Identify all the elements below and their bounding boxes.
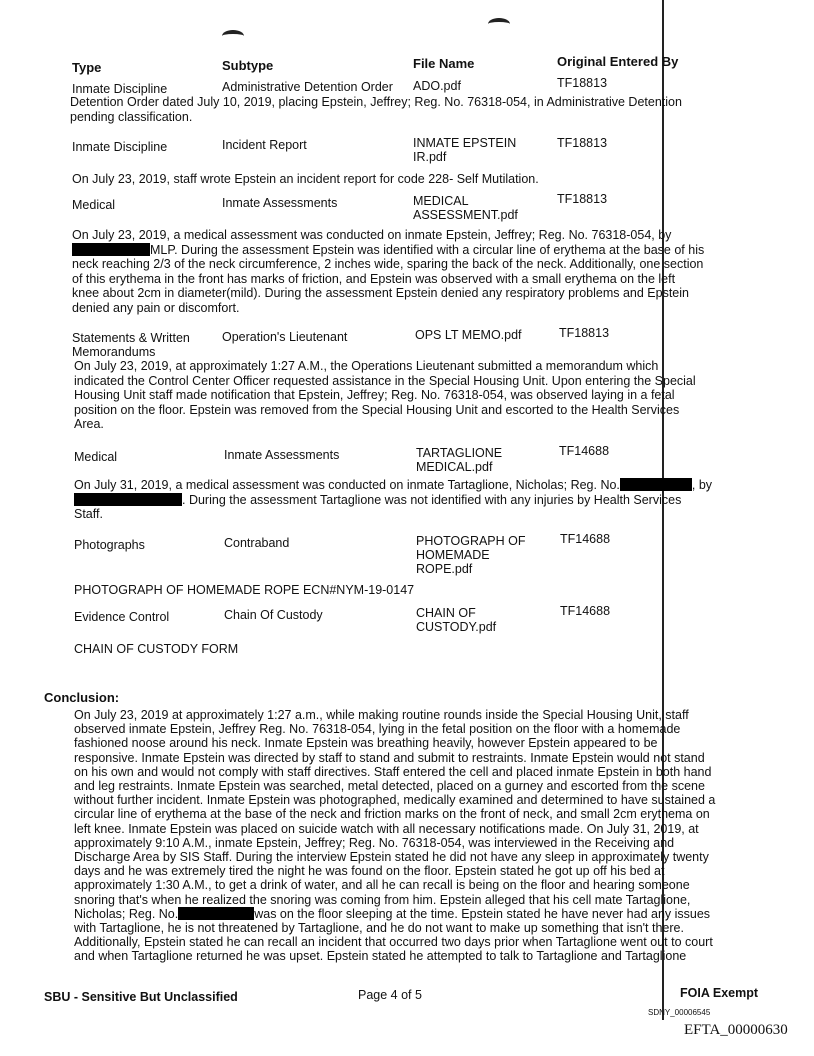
conclusion-line: without further incident. Inmate Epstein was photographed, medically examined and determined to have sustained a	[74, 793, 716, 808]
desc-line: PHOTOGRAPH OF HOMEMADE ROPE ECN#NYM-19-0147	[74, 583, 415, 597]
conclusion-line: circular line of erythema at the base of the neck and friction marks on the front of neck, and small 2cm erythema on	[74, 807, 710, 822]
desc-line: On July 23, 2019, a medical assessment was conducted on inmate Epstein, Jeffrey; Reg. No. 76318-054, by	[72, 228, 672, 242]
conclusion-line-text: was on the floor sleeping at the time. Epstein stated he have never had any issues	[254, 906, 711, 921]
conclusion-line: approximately 9:10 A.M., inmate Epstein, Jeffrey; Reg. No. 76318-054, was interviewed in the Receiving and	[74, 835, 675, 850]
desc-line-text: On July 31, 2019, a medical assessment was conducted on inmate Tartaglione, Nicholas; Reg. No.	[74, 478, 620, 492]
desc-line: Detention Order dated July 10, 2019, placing Epstein, Jeffrey; Reg. No. 76318-054, in Administrative Detention	[70, 95, 682, 109]
record-file: INMATE EPSTEIN IR.pdf	[413, 136, 517, 164]
desc-line-with-redaction	[74, 493, 774, 508]
redaction-block	[72, 243, 150, 256]
scan-mark-right	[488, 18, 510, 30]
col-header-type: Type	[72, 60, 102, 75]
desc-line-text: . During the assessment Tartaglione was not identified with any injuries by Health Services	[182, 492, 682, 507]
desc-line-with-redaction	[74, 478, 774, 493]
record-subtype: Chain Of Custody	[224, 608, 323, 622]
record-description	[74, 478, 774, 522]
record-entered-by: TF14688	[560, 532, 611, 546]
conclusion-line: and leg restraints. Inmate Epstein was searched, metal detected, placed on a gurney and escorted from the scene	[74, 779, 705, 794]
redaction-block	[620, 478, 692, 491]
conclusion-line: responsive. Inmate Epstein was directed by staff to stand and submit to restraints. Inmate Epstein would not stand	[74, 750, 705, 765]
footer-foia-exempt: FOIA Exempt	[680, 986, 759, 1000]
desc-line: Staff.	[74, 507, 103, 521]
record-type: Medical	[74, 450, 118, 464]
record-file: ADO.pdf	[413, 79, 461, 93]
redaction-block	[178, 907, 254, 920]
footer-classification: SBU - Sensitive But Unclassified	[44, 990, 238, 1004]
desc-line: of this erythema in the front has marks of friction, and Epstein was observed with a small erythema on the left	[72, 271, 676, 286]
record-subtype: Inmate Assessments	[222, 196, 338, 210]
conclusion-line: observed inmate Epstein, Jeffrey Reg. No. 76318-054, lying in the fetal position on the floor with a homemade	[74, 722, 681, 737]
record-file: TARTAGLIONE MEDICAL.pdf	[416, 446, 503, 474]
desc-line: neck reaching 2/3 of the neck circumference, 2 inches wide, sparing the back of the neck. Additionally, one section	[72, 257, 704, 271]
record-description	[74, 359, 774, 432]
record-entered-by: TF14688	[559, 444, 610, 458]
conclusion-line: fashioned noose around his neck. Inmate Epstein was breathing heavily, however Epstein appeared to be	[74, 736, 658, 751]
desc-line-with-redaction	[72, 243, 772, 258]
desc-line-text: , by	[691, 478, 713, 492]
record-type: Evidence Control	[74, 610, 170, 624]
record-subtype: Administrative Detention Order	[222, 80, 393, 94]
conclusion-line: left knee. Inmate Epstein was placed on suicide watch with all necessary notifications made. On July 31, 2019, at	[74, 821, 699, 836]
col-header-file-name: File Name	[413, 56, 475, 71]
desc-line: CHAIN OF CUSTODY FORM	[74, 642, 239, 656]
desc-line: Area.	[74, 417, 104, 431]
scan-mark-left	[222, 30, 244, 42]
desc-line: pending classification.	[70, 109, 193, 124]
footer-page-number: Page 4 of 5	[358, 988, 422, 1002]
conclusion-line: Additionally, Epstein stated he can recall an incident that occurred two days prior when Tartaglione went out to court	[74, 935, 713, 950]
record-subtype: Inmate Assessments	[224, 448, 340, 462]
conclusion-line: on his own and would not comply with staff directives. Staff entered the cell and placed inmate Epstein in both hand	[74, 764, 712, 779]
record-file: OPS LT MEMO.pdf	[415, 328, 522, 342]
record-entered-by: TF14688	[560, 604, 611, 618]
col-header-subtype: Subtype	[222, 58, 274, 73]
record-entered-by: TF18813	[557, 192, 608, 206]
conclusion-line: and when Tartaglione returned he was upset. Epstein stated he attempted to talk to Tartaglione and Tartaglione	[74, 949, 687, 964]
record-description	[74, 642, 774, 657]
conclusion-heading: Conclusion:	[44, 690, 120, 705]
record-file: PHOTOGRAPH OF HOMEMADE ROPE.pdf	[416, 534, 526, 576]
desc-line: knee about 2cm in diameter(mild). During the assessment Epstein denied any respiratory problems and Epstein	[72, 286, 689, 300]
record-entered-by: TF18813	[559, 326, 610, 340]
conclusion-body	[74, 708, 804, 964]
record-type	[72, 331, 212, 359]
record-file: CHAIN OF CUSTODY.pdf	[416, 606, 497, 634]
record-subtype: Operation's Lieutenant	[222, 330, 348, 344]
desc-line-text: MLP. During the assessment Epstein was identified with a circular line of erythema at the base of his	[150, 242, 705, 257]
record-description	[72, 228, 772, 315]
record-type: Inmate Discipline	[72, 140, 168, 154]
conclusion-line: with Tartaglione, he is not threatened by Tartaglione, and he do not want to make up something that isn't there.	[74, 921, 684, 936]
conclusion-line-text: Nicholas; Reg. No.	[74, 906, 179, 921]
desc-line: position on the floor. Epstein was removed from the Special Housing Unit and escorted to the Health Services	[74, 402, 680, 417]
record-type: Photographs	[74, 538, 145, 552]
conclusion-line: days and he was extremely tired the night he was found on the floor. Epstein stated he got up off his bed at	[74, 864, 665, 879]
conclusion-line: approximately 1:30 A.M., to get a drink of water, and all he can recall is being on the floor and hearing someone	[74, 878, 690, 893]
record-entered-by: TF18813	[557, 136, 608, 150]
desc-line: On July 23, 2019, staff wrote Epstein an incident report for code 228- Self Mutilation.	[72, 172, 539, 186]
desc-line: On July 23, 2019, at approximately 1:27 A.M., the Operations Lieutenant submitted a memorandum which	[74, 359, 659, 373]
record-subtype: Incident Report	[222, 138, 307, 152]
record-entered-by: TF18813	[557, 76, 608, 90]
redaction-block	[74, 493, 182, 506]
desc-line: indicated the Control Center Officer requested assistance in the Special Housing Unit. Upon entering the Special	[74, 373, 696, 388]
record-file: MEDICAL ASSESSMENT.pdf	[413, 194, 518, 222]
record-description	[70, 95, 770, 124]
record-type: Inmate Discipline	[72, 82, 168, 96]
record-type-text: Statements & Written Memorandums	[72, 331, 190, 359]
conclusion-line: On July 23, 2019 at approximately 1:27 a.m., while making routine rounds inside the Special Housing Unit, staff	[74, 708, 689, 722]
record-description	[72, 172, 772, 187]
record-description	[74, 583, 774, 598]
record-type: Medical	[72, 198, 116, 212]
col-header-entered-by: Original Entered By	[557, 54, 679, 69]
bates-number-small: SDNY_00006545	[648, 1008, 711, 1017]
desc-line: denied any pain or discomfort.	[72, 300, 240, 315]
desc-line: Housing Unit staff made notification that Epstein, Jeffrey; Reg. No. 76318-054, was observed laying in a fetal	[74, 388, 675, 402]
conclusion-line: Discharge Area by SIS Staff. During the interview Epstein stated he did not have any sleep in approximately twenty	[74, 850, 709, 865]
record-subtype: Contraband	[224, 536, 290, 550]
bates-number-large: EFTA_00000630	[684, 1022, 788, 1038]
conclusion-line: snoring that's when he realized the snoring was coming from him. Epstein alleged that his cell mate Tartaglione,	[74, 892, 691, 907]
conclusion-line-with-redaction	[74, 907, 804, 921]
